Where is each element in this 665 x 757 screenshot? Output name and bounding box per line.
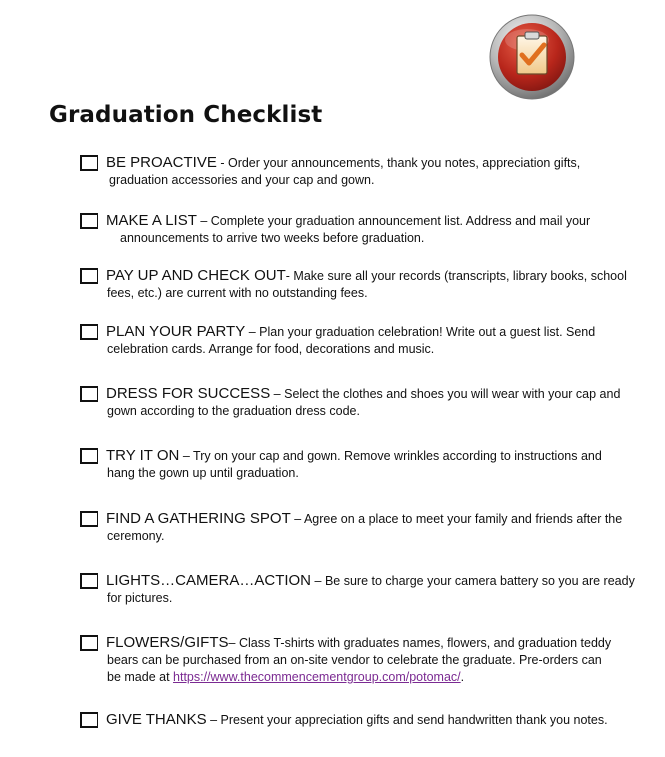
item-heading: PLAN YOUR PARTY [106, 323, 246, 340]
item-separator: - [216, 156, 228, 170]
item-description: Plan your graduation celebration! Write out a guest list. Send [259, 325, 596, 339]
link-prefix: be made at [107, 670, 174, 684]
item-description: Complete your graduation announcement list. Address and mail your [210, 214, 591, 228]
item-separator: – [206, 713, 221, 727]
item-heading: DRESS FOR SUCCESS [106, 385, 271, 402]
checklist-item-try-it-on [80, 447, 620, 482]
item-separator: – [179, 449, 194, 463]
checkbox[interactable] [80, 324, 98, 340]
item-separator: – [311, 574, 325, 588]
item-description: Select the clothes and shoes you will wear with your cap and [284, 387, 621, 401]
item-separator: - [285, 269, 294, 283]
item-description-cont: gown according to the graduation dress code. [107, 404, 360, 418]
checkbox[interactable] [80, 712, 98, 728]
item-heading: TRY IT ON [106, 447, 180, 464]
item-description-cont: graduation accessories and your cap and gown. [109, 173, 375, 187]
checkbox[interactable] [80, 573, 98, 589]
item-separator: – [290, 512, 304, 526]
checklist-item-flowers-gifts [80, 634, 620, 686]
checklist-item-make-a-list [80, 212, 620, 247]
checkbox[interactable] [80, 213, 98, 229]
item-description-cont: ceremony. [107, 529, 165, 543]
item-separator: – [196, 214, 211, 228]
item-description: Class T-shirts with graduates names, flowers, and graduation teddy [238, 636, 612, 650]
checklist-item-plan-party [80, 323, 620, 358]
checklist-item-gathering-spot [80, 510, 623, 545]
item-description-cont: for pictures. [107, 591, 173, 605]
item-separator: – [228, 636, 239, 650]
item-description-cont: hang the gown up until graduation. [107, 466, 299, 480]
clipboard-check-icon [489, 14, 575, 100]
item-description: Order your announcements, thank you notes, appreciation gifts, [227, 156, 581, 170]
checklist-item-be-proactive [80, 154, 620, 189]
checklist-item-give-thanks [80, 711, 620, 729]
item-description: Present your appreciation gifts and send handwritten thank you notes. [220, 713, 608, 727]
item-description: Try on your cap and gown. Remove wrinkles according to instructions and [193, 449, 602, 463]
item-heading: BE PROACTIVE [106, 154, 217, 171]
commencement-group-link[interactable]: https://www.thecommencementgroup.com/potomac/ [173, 670, 461, 684]
item-description: Agree on a place to meet your family and friends after the [303, 512, 623, 526]
item-description-cont: celebration cards. Arrange for food, decorations and music. [107, 342, 435, 356]
item-description-cont-2 [107, 669, 620, 686]
item-separator: – [270, 387, 285, 401]
item-description-cont: fees, etc.) are current with no outstanding fees. [107, 286, 368, 300]
item-heading: PAY UP AND CHECK OUT [106, 267, 286, 284]
item-heading: GIVE THANKS [106, 711, 207, 728]
checkbox[interactable] [80, 268, 98, 284]
checkbox[interactable] [80, 448, 98, 464]
item-description-cont: bears can be purchased from an on-site vendor to celebrate the graduate. Pre-orders can [107, 653, 602, 667]
page-title: Graduation Checklist [49, 102, 323, 128]
checkbox[interactable] [80, 386, 98, 402]
checkbox[interactable] [80, 635, 98, 651]
item-heading: FIND A GATHERING SPOT [106, 510, 291, 527]
checklist-item-lights-camera-action [80, 572, 635, 607]
item-description-cont: announcements to arrive two weeks before graduation. [120, 231, 425, 245]
checklist-item-dress-for-success [80, 385, 620, 420]
item-heading: MAKE A LIST [106, 212, 197, 229]
checkbox[interactable] [80, 155, 98, 171]
checklist-item-pay-up [80, 267, 627, 302]
item-heading: FLOWERS/GIFTS [106, 634, 229, 651]
link-suffix: . [460, 670, 465, 684]
item-description: Make sure all your records (transcripts, library books, school [293, 269, 627, 283]
checkbox[interactable] [80, 511, 98, 527]
item-heading: LIGHTS…CAMERA…ACTION [106, 572, 312, 589]
item-separator: – [245, 325, 260, 339]
item-description: Be sure to charge your camera battery so you are ready [324, 574, 635, 588]
